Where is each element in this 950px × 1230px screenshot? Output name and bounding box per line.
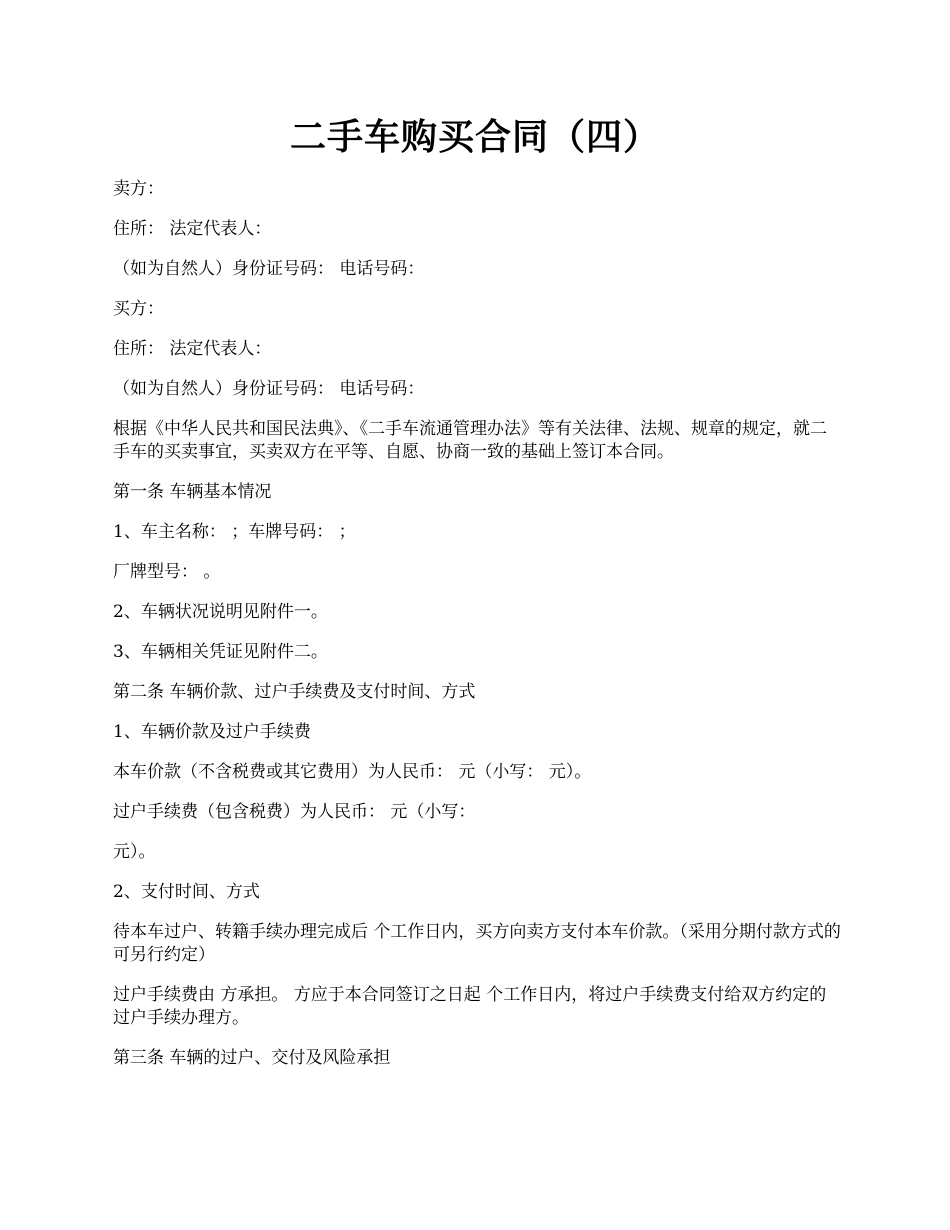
payment-subheading: 2、支付时间、方式 — [113, 882, 260, 902]
article-2-heading: 第二条 车辆价款、过户手续费及支付时间、方式 — [113, 682, 476, 702]
preamble-paragraph: 根据《中华人民共和国民法典》、《二手车流通管理办法》等有关法律、法规、规章的规定，就二手车的买卖事宜，买卖双方在平等、自愿、协商一致的基础上签订本合同。 — [113, 419, 827, 462]
vehicle-condition-line: 2、车辆状况说明见附件一。 — [113, 602, 328, 622]
document-title: 二手车购买合同（四） — [289, 116, 660, 158]
payment-terms-paragraph: 待本车过户、转籍手续办理完成后 个工作日内，买方向卖方支付本车价款。（采用分期付款方式的可另行约定） — [113, 922, 841, 965]
article-1-heading: 第一条 车辆基本情况 — [113, 482, 272, 502]
vehicle-price-line: 本车价款（不含税费或其它费用）为人民币： 元（小写： 元）。 — [113, 762, 592, 782]
buyer-id-phone-line: （如为自然人）身份证号码： 电话号码： — [113, 379, 425, 399]
article-3-heading: 第三条 车辆的过户、交付及风险承担 — [113, 1048, 391, 1068]
brand-model-line: 厂牌型号： 。 — [113, 562, 221, 582]
vehicle-documents-line: 3、车辆相关凭证见附件二。 — [113, 642, 328, 662]
transfer-fee-line: 过户手续费（包含税费）为人民币： 元（小写： — [113, 802, 476, 822]
document-body — [113, 178, 841, 1087]
price-fee-subheading: 1、车辆价款及过户手续费 — [113, 722, 311, 742]
owner-plate-line: 1、车主名称： ；车牌号码： ； — [113, 522, 356, 542]
transfer-fee-line-end: 元）。 — [113, 842, 156, 862]
seller-address-line: 住所： 法定代表人： — [113, 219, 272, 239]
seller-id-phone-line: （如为自然人）身份证号码： 电话号码： — [113, 259, 425, 279]
transfer-fee-terms-paragraph: 过户手续费由 方承担。 方应于本合同签订之日起 个工作日内，将过户手续费支付给双方约定的过户手续办理方。 — [113, 985, 827, 1028]
buyer-address-line: 住所： 法定代表人： — [113, 339, 272, 359]
buyer-label: 买方： — [113, 299, 164, 319]
seller-label: 卖方： — [113, 179, 164, 199]
